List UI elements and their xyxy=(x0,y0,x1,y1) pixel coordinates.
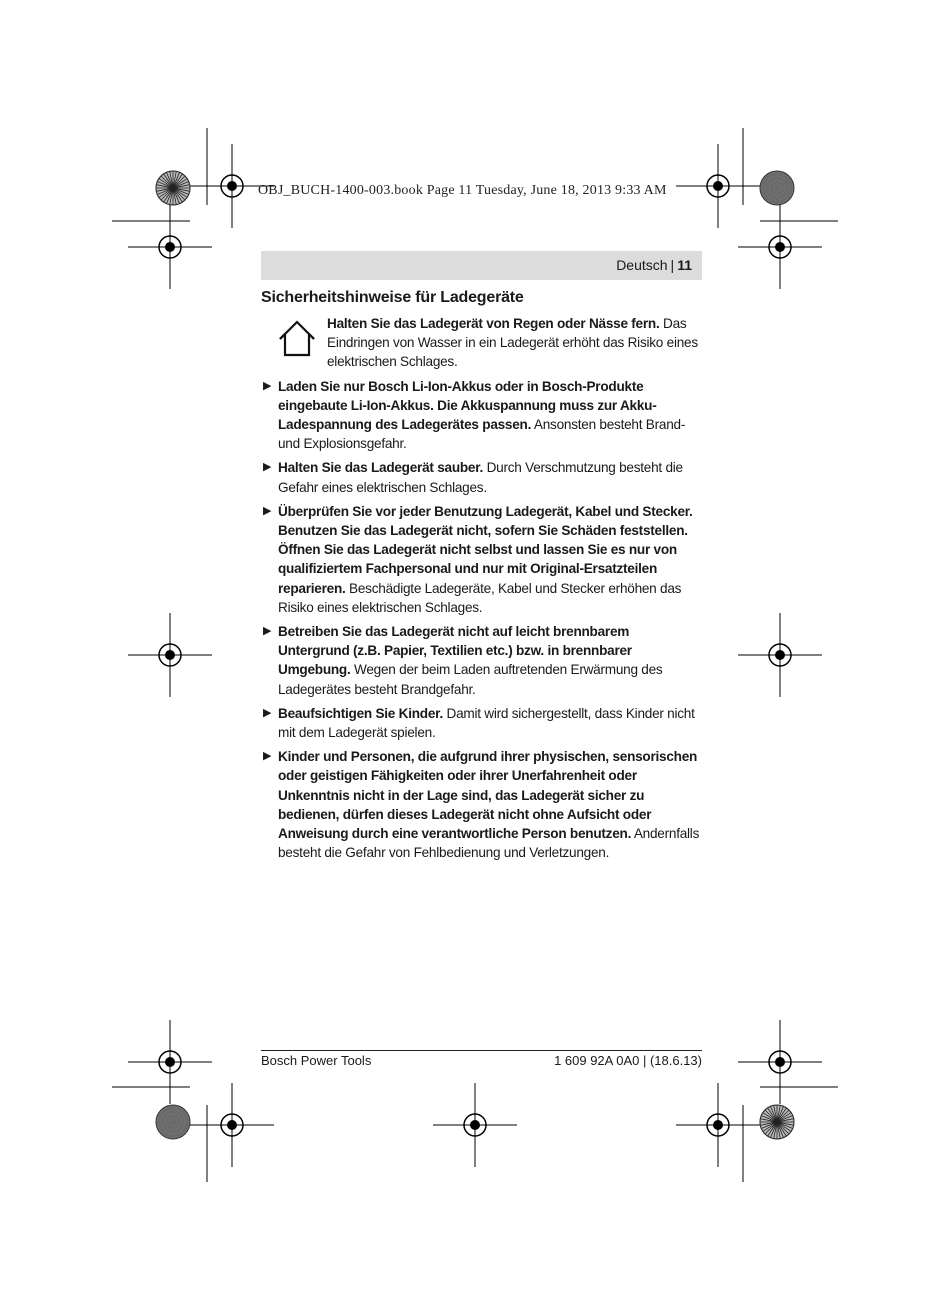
item-text: Wegen der beim Laden auftretenden Erwärmung des Ladegerätes besteht Brandgefahr. xyxy=(278,662,663,697)
footer-brand: Bosch Power Tools xyxy=(261,1053,372,1068)
item-bold: Halten Sie das Ladegerät sauber. xyxy=(278,460,484,476)
safety-content xyxy=(261,314,702,867)
section-title: Sicherheitshinweise für Ladegeräte xyxy=(261,289,524,306)
page-header xyxy=(261,251,702,280)
item-bold: Kinder und Personen, die aufgrund ihrer physischen, sensorischen oder geistigen Fähigkeiten oder ihrer Unerfahrenheit oder Unkenntnis nicht in der Lage sind, das Ladegerät sicher zu bedienen, dürfen dieses Ladegerät nicht ohne Aufsicht oder Anweisung durch eine verantwortliche Person benutzen. xyxy=(278,749,698,842)
footer-doc-number: 1 609 92A 0A0 | (18.6.13) xyxy=(554,1053,702,1068)
item-bold: Betreiben Sie das Ladegerät nicht auf leicht brennbarem Untergrund (z.B. Papier, Textilien etc.) bzw. in brennbarer Umgebung. xyxy=(278,624,632,678)
list-item xyxy=(261,622,702,699)
bullet-icon: ▶ xyxy=(263,750,272,763)
header-language: Deutsch xyxy=(616,257,668,273)
intro-warning xyxy=(261,314,702,372)
header-text xyxy=(616,257,692,273)
item-bold: Beaufsichtigen Sie Kinder. xyxy=(278,705,443,721)
item-text: Ansonsten besteht Brand- und Explosionsgefahr. xyxy=(278,417,686,452)
list-item xyxy=(261,704,702,742)
item-bold: Überprüfen Sie vor jeder Benutzung Ladegerät, Kabel und Stecker. Benutzen Sie das Ladegerät nicht, sofern Sie Schäden feststellen. Öffnen Sie das Ladegerät nicht selbst und lassen Sie es nur von qualifiziertem Fachpersonal und nur mit Original-Ersatzteilen reparieren. xyxy=(278,503,693,596)
header-separator: | xyxy=(670,257,675,273)
intro-bold: Halten Sie das Ladegerät von Regen oder Nässe fern. xyxy=(327,316,660,331)
house-icon xyxy=(277,318,317,358)
list-item xyxy=(261,458,702,496)
bullet-icon: ▶ xyxy=(263,461,272,474)
list-item xyxy=(261,502,702,617)
intro-text: Das Eindringen von Wasser in ein Ladegerät erhöht das Risiko eines elektrischen Schlages. xyxy=(327,316,698,370)
bullet-icon: ▶ xyxy=(263,706,272,719)
bullet-icon: ▶ xyxy=(263,504,272,517)
list-item xyxy=(261,377,702,454)
bullet-icon: ▶ xyxy=(263,379,272,392)
print-slug-line: OBJ_BUCH-1400-003.book Page 11 Tuesday, June 18, 2013 9:33 AM xyxy=(258,183,667,198)
page-number: 11 xyxy=(677,257,692,273)
item-text: Durch Verschmutzung besteht die Gefahr eines elektrischen Schlages. xyxy=(278,460,683,495)
item-text: Damit wird sichergestellt, dass Kinder nicht mit dem Ladegerät spielen. xyxy=(278,705,695,741)
item-bold: Laden Sie nur Bosch Li-Ion-Akkus oder in Bosch-Produkte eingebaute Li-Ion-Akkus. Die Akkuspannung muss zur Akku-Ladespannung des Ladegerätes passen. xyxy=(278,378,657,433)
item-text: Beschädigte Ladegeräte, Kabel und Stecker erhöhen das Risiko eines elektrischen Schlages. xyxy=(278,580,682,615)
item-text: Andernfalls besteht die Gefahr von Fehlbedienung und Verletzungen. xyxy=(278,826,700,861)
footer-rule xyxy=(261,1050,702,1051)
bullet-icon: ▶ xyxy=(263,625,272,638)
list-item xyxy=(261,747,702,862)
